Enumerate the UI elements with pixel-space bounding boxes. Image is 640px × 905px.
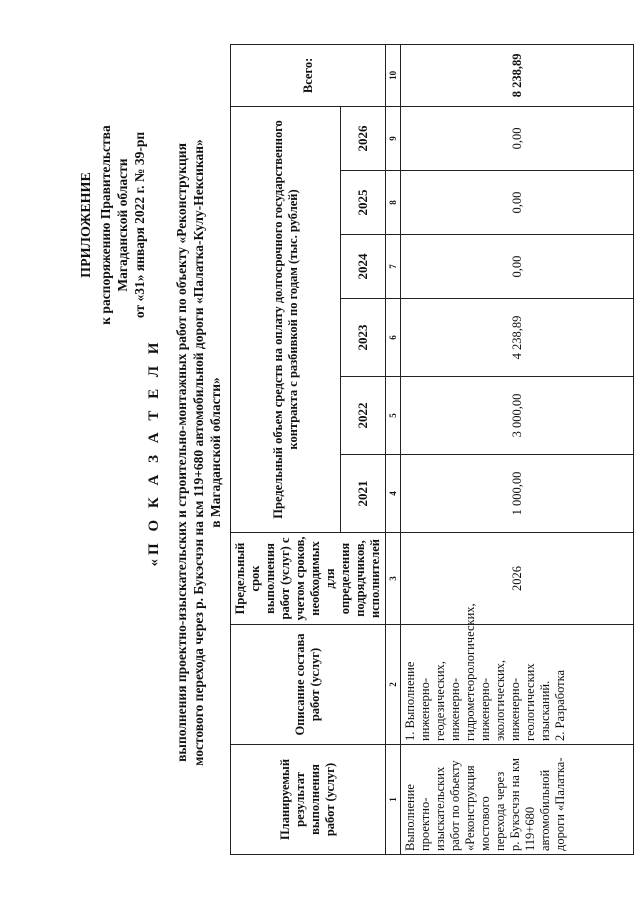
total-cell: 8 238,89 — [401, 44, 634, 106]
title-line-1: выполнения проектно-изыскательских и строительно-монтажных работ по объекту «Реконструкция — [174, 143, 189, 762]
appendix-line-3: от «31» января 2022 г. № 39-рп — [132, 131, 147, 319]
appendix-title: ПРИЛОЖЕНИЕ — [79, 172, 94, 278]
title-line-2: мостового перехода через р. Букэсчэн на км 119+680 автомобильной дороги «Палатка-Кулу-Нексикан» — [191, 139, 206, 766]
value-cell: 0,00 — [401, 235, 634, 299]
cell-line: 2. Разработка — [553, 669, 567, 741]
header-year: 2022 — [341, 377, 386, 455]
cell-line: инженерно- — [508, 678, 522, 741]
header-year: 2021 — [341, 455, 386, 533]
value-cell: 1 000,00 — [401, 455, 634, 533]
cell-line: инженерно- — [448, 678, 462, 741]
title-main: «П О К А З А Т Е Л И — [146, 338, 162, 567]
header-row — [231, 44, 341, 854]
appendix-header — [78, 60, 148, 390]
header-year: 2025 — [341, 171, 386, 235]
cell-line: проектно- — [418, 797, 432, 851]
column-number: 8 — [386, 171, 401, 235]
table-row — [401, 44, 634, 854]
title-line-3: в Магаданской области» — [208, 377, 223, 528]
cell-line: автомобильной — [538, 769, 552, 851]
header-year: 2024 — [341, 235, 386, 299]
column-number-row — [386, 44, 401, 854]
value-cell: 4 238,89 — [401, 299, 634, 377]
value-cell: 0,00 — [401, 171, 634, 235]
header-year: 2023 — [341, 299, 386, 377]
column-number: 10 — [386, 44, 401, 106]
cell-line: р. Букэсчэн на км — [508, 758, 522, 851]
appendix-line-1: к распоряжению Правительства — [98, 125, 113, 325]
column-number: 1 — [386, 745, 401, 855]
column-number: 2 — [386, 625, 401, 745]
cell-line: инженерно- — [478, 678, 492, 741]
header-total: Всего: — [231, 44, 386, 106]
column-number: 4 — [386, 455, 401, 533]
header-result: Планируемый результат выполнения работ (услуг) — [231, 745, 386, 855]
cell-line: перехода через — [493, 771, 507, 851]
indicators-table — [230, 44, 634, 855]
cell-line: 1. Выполнение — [403, 661, 417, 741]
document-title — [146, 50, 224, 855]
cell-line: «Реконструкция — [463, 765, 477, 851]
cell-line: работ по объекту — [448, 760, 462, 851]
cell-line: изыскательских — [433, 766, 447, 851]
column-number: 5 — [386, 377, 401, 455]
cell-line: геодезических, — [433, 661, 447, 741]
result-cell — [401, 745, 634, 855]
cell-line: изысканий. — [538, 680, 552, 741]
column-number: 3 — [386, 533, 401, 625]
column-number: 7 — [386, 235, 401, 299]
header-description: Описание состава работ (услуг) — [231, 625, 386, 745]
cell-line: мостового — [478, 796, 492, 851]
value-cell: 0,00 — [401, 106, 634, 170]
cell-line: 119+680 — [523, 806, 537, 851]
deadline-cell: 2026 — [401, 533, 634, 625]
header-funding: Предельный объем средств на оплату долгосрочного государственного контракта с разбивкой по годам (тыс. рублей) — [231, 106, 341, 532]
value-cell: 3 000,00 — [401, 377, 634, 455]
header-year: 2026 — [341, 106, 386, 170]
cell-line: Выполнение — [403, 784, 417, 851]
column-number: 6 — [386, 299, 401, 377]
description-cell — [401, 603, 634, 745]
cell-line: инженерно- — [418, 678, 432, 741]
appendix-line-2: Магаданской области — [115, 158, 130, 292]
cell-line: гидрометеорологических, — [463, 603, 477, 741]
column-number: 9 — [386, 106, 401, 170]
cell-line: геологических — [523, 663, 537, 741]
cell-line: экологических, — [493, 659, 507, 741]
cell-line: дороги «Палатка- — [553, 757, 567, 851]
header-deadline: Предельный срок выполнения работ (услуг) с учетом сроков, необходимых для определения подрядчиков, исполнителей — [231, 533, 386, 625]
